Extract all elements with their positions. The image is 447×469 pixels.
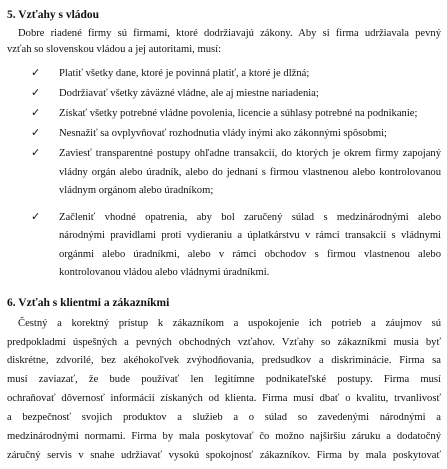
- checkmark-icon: ✓: [31, 66, 41, 79]
- paragraph-line: medzinárodnými normami. Firma by mala poskytovať čo možno najširšiu záruku a dodatočný: [7, 431, 441, 442]
- list-item-line: vládnym orgánom alebo úradníkom;: [59, 185, 214, 196]
- checkmark-icon: ✓: [31, 146, 41, 159]
- checkmark-icon: ✓: [31, 210, 41, 223]
- paragraph-line: predpokladmi úspešných a pevných obchodných vzťahov. Vzťahy so zákazníkmi musia byť: [7, 337, 441, 348]
- list-item-line: orgánmi alebo úradníkmi, alebo v rámci obchodov s firmou vlastnenou alebo: [59, 249, 441, 260]
- paragraph-line: diskrétne, zdvorilé, bez akéhokoľvek zvýhodňovania, predsudkov a diskriminácie. Firma sa: [7, 355, 441, 366]
- paragraph-line: Čestný a korektný prístup k zákazníkom a uspokojenie ich potrieb a záujmov sú: [18, 318, 441, 329]
- paragraph-line: musí zaviazať, že bude používať len legitímne podnikateľské postupy. Firma musí: [7, 374, 441, 385]
- checkmark-icon: ✓: [31, 106, 41, 119]
- list-item: Dodržiavať všetky záväzné vládne, ale aj miestne nariadenia;: [59, 88, 319, 99]
- list-item-line: Zaviesť transparentné postupy ohľadne transakcií, do ktorých je okrem firmy zapojaný: [59, 148, 441, 159]
- list-item: Platiť všetky dane, ktoré je povinná platiť, a ktoré je dlžná;: [59, 68, 310, 79]
- list-item-line: kontrolovanou vládou alebo vládnymi úradníkmi.: [59, 267, 270, 278]
- section-5-heading: 5. Vzťahy s vládou: [7, 9, 100, 21]
- section-5-intro-line: vzťah so slovenskou vládou a jej autoritami, musí:: [7, 44, 222, 55]
- paragraph-line: ochraňovať dôvernosť informácií získaných od klienta. Firma musí dbať o kvalitu, trvanlivosť: [7, 393, 441, 404]
- paragraph-line: záručný servis v snahe udržiavať vysokú spokojnosť zákazníkov. Firma by mala poskytovať: [7, 450, 441, 461]
- list-item-line: vládny orgán alebo úradník, alebo do jednaní s firmou vlastnenou alebo kontrolovanou: [59, 167, 441, 178]
- checkmark-icon: ✓: [31, 126, 41, 139]
- list-item: Získať všetky potrebné vládne povolenia, licencie a súhlasy potrebné na podnikanie;: [59, 108, 418, 119]
- paragraph-line: a bezpečnosť svojich produktov a služieb a o súlad so zavedenými národnými a: [7, 412, 441, 423]
- list-item-line: Začleniť vhodné opatrenia, aby bol zaručený súlad s medzinárodnými alebo: [59, 212, 441, 223]
- list-item-line: národnými pravidlami proti vydieraniu a úplatkárstvu v rámci transakcií s vládnymi: [59, 230, 441, 241]
- list-item: Nesnažiť sa ovplyvňovať rozhodnutia vlády inými ako zákonnými spôsobmi;: [59, 128, 387, 139]
- section-5-intro-line: Dobre riadené firmy sú firmami, ktoré dodržiavajú zákony. Aby si firma udržiavala pevný: [18, 28, 441, 39]
- checkmark-icon: ✓: [31, 86, 41, 99]
- section-6-heading: 6. Vzťah s klientmi a zákazníkmi: [7, 297, 170, 309]
